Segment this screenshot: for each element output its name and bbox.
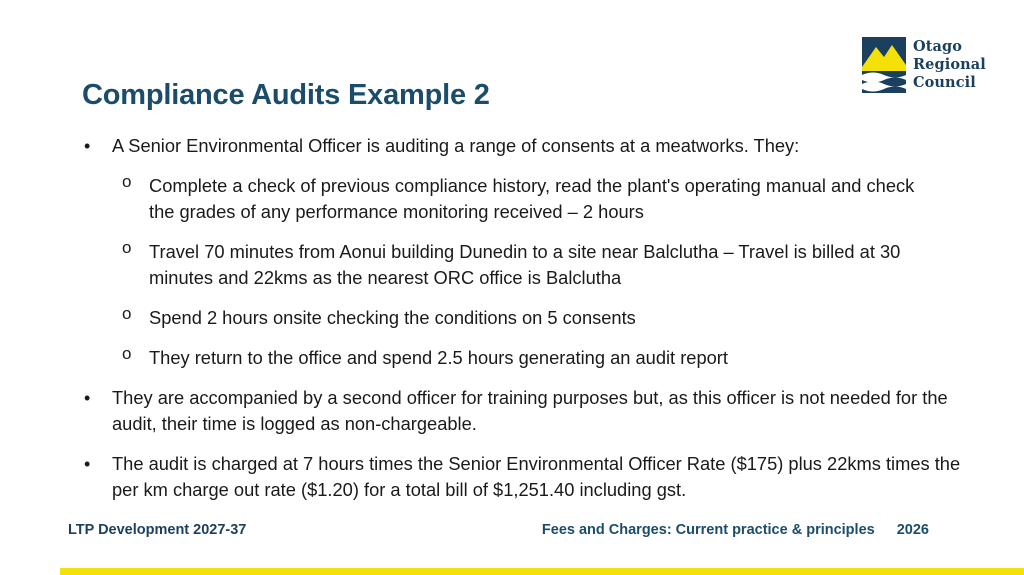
sub-bullet-text: Complete a check of previous compliance history, read the plant's operating manual and check the grades of any performance monitoring received – 2 hours [149, 175, 915, 222]
sub-bullet-text: They return to the office and spend 2.5 hours generating an audit report [149, 347, 728, 368]
sub-bullet-text: Travel 70 minutes from Aonui building Dunedin to a site near Balclutha – Travel is billed at 30 minutes and 22kms as the nearest ORC office is Balclutha [149, 241, 901, 288]
bullet-item [82, 133, 962, 159]
logo-line: Otago [913, 38, 963, 55]
bullet-glyph: • [84, 388, 91, 408]
logo-line: Council [913, 74, 976, 91]
footer-year: 2026 [896, 522, 929, 538]
sub-bullet-glyph: o [122, 304, 132, 323]
logo-wordmark [913, 38, 986, 92]
sub-bullet-item [82, 345, 962, 371]
bullet-item [82, 385, 962, 437]
orc-logo-icon [862, 37, 906, 93]
bullet-text: They are accompanied by a second officer for training purposes but, as this officer is not needed for the audit, their time is logged as non-chargeable. [112, 387, 948, 434]
logo-line: Regional [913, 56, 986, 73]
sub-bullet-text: Spend 2 hours onsite checking the conditions on 5 consents [149, 307, 636, 328]
slide-content [82, 133, 962, 517]
footer-subtitle: Fees and Charges: Current practice & principles [541, 522, 875, 538]
bullet-text: The audit is charged at 7 hours times the Senior Environmental Officer Rate ($175) plus 22kms times the per km charge out rate ($1.20) for a total bill of $1,251.40 including gst. [112, 453, 961, 500]
sub-bullet-glyph: o [122, 344, 132, 363]
slide-title: Compliance Audits Example 2 [82, 79, 490, 111]
orc-logo [862, 37, 1002, 93]
bullet-item [82, 451, 962, 503]
footer-left: LTP Development 2027-37 [68, 522, 247, 538]
bullet-glyph: • [84, 136, 91, 156]
bullet-glyph: • [84, 454, 91, 474]
sub-bullet-item [82, 173, 962, 225]
footer-right [542, 522, 929, 538]
sub-bullet-item [82, 305, 962, 331]
sub-bullet-glyph: o [122, 238, 132, 257]
bottom-accent-bar [60, 568, 1024, 575]
bullet-text: A Senior Environmental Officer is auditing a range of consents at a meatworks. They: [112, 135, 800, 156]
sub-bullet-item [82, 239, 962, 291]
sub-bullet-glyph: o [122, 172, 132, 191]
